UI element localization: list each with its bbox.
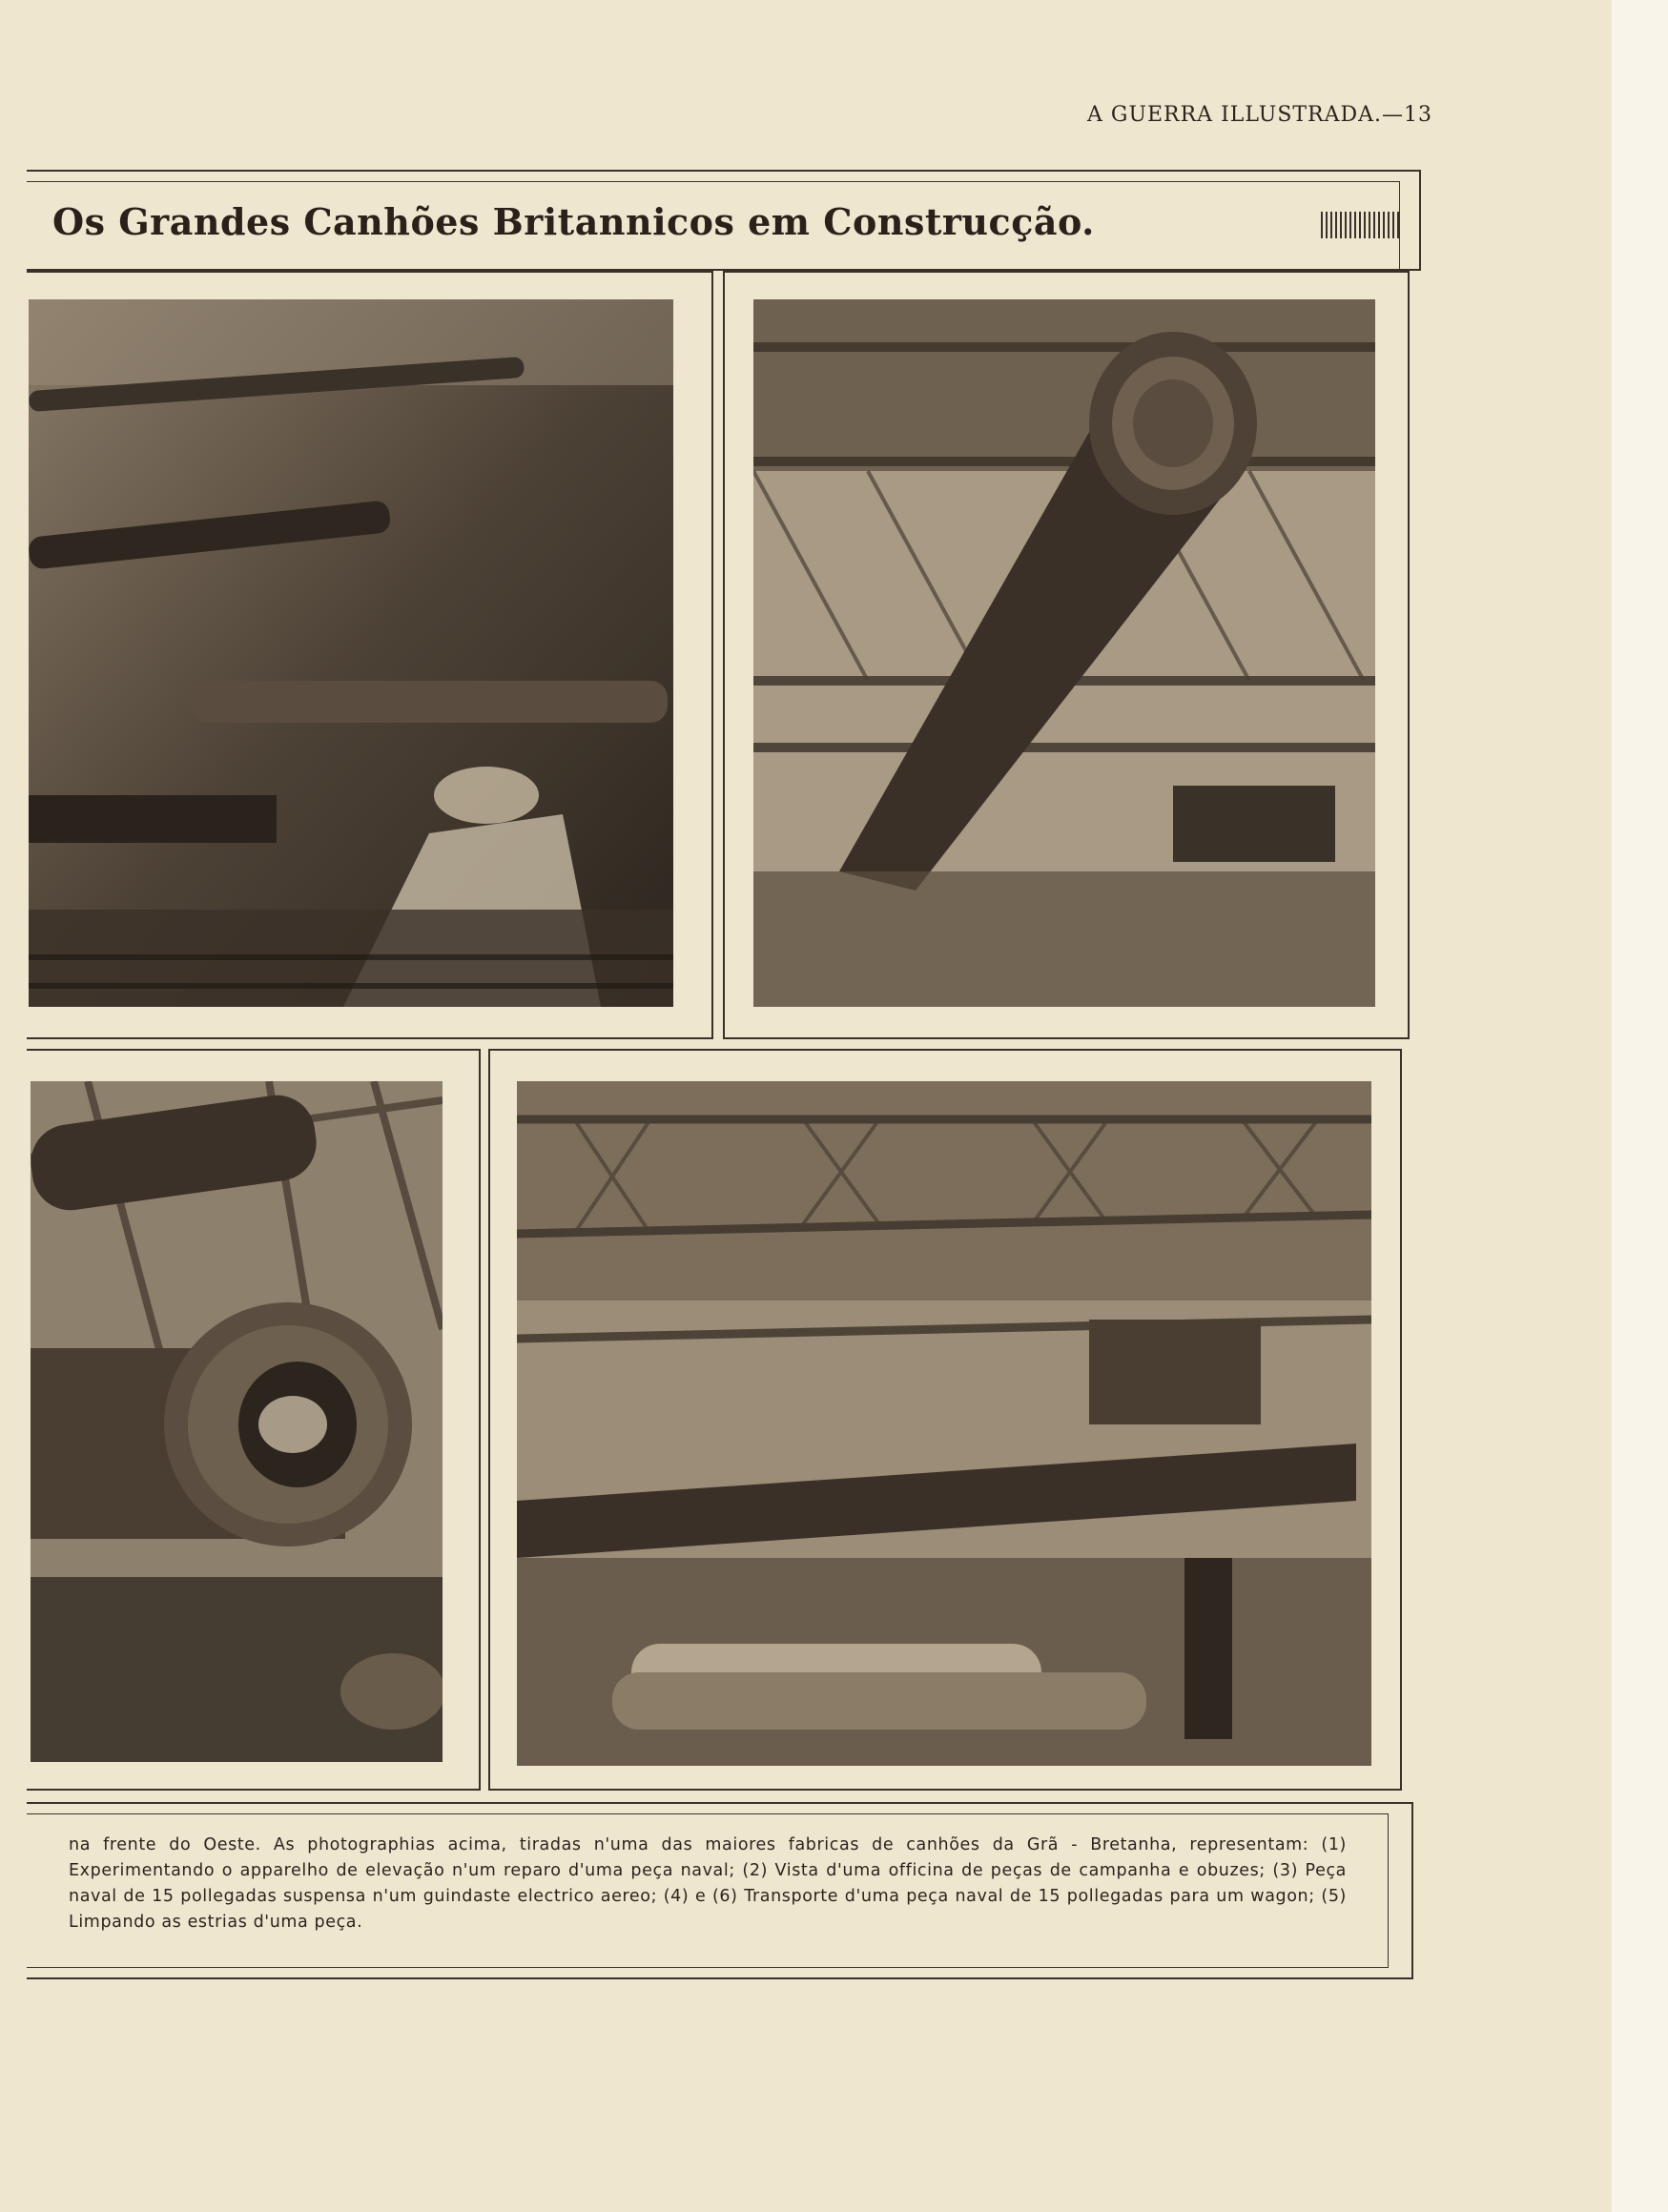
title-hatch-ornament	[1321, 212, 1399, 238]
gun-barrel-muzzle-cleaning-photo-icon	[31, 1081, 443, 1762]
page-edge	[1612, 0, 1668, 2212]
factory-workers-gun-elevation-photo-icon	[29, 299, 673, 1007]
naval-gun-suspended-crane-photo-icon	[753, 299, 1375, 1007]
photo-2	[753, 299, 1375, 1007]
photo-3	[31, 1081, 443, 1762]
photo-4	[517, 1081, 1371, 1766]
article-title: Os Grandes Canhões Britannicos em Construcção.	[52, 200, 1095, 243]
running-head: A GUERRA ILLUSTRADA.—13	[1087, 103, 1433, 127]
photo-1	[29, 299, 673, 1007]
gun-transport-workshop-photo-icon	[517, 1081, 1371, 1766]
photo-caption: na frente do Oeste. As photographias acima, tiradas n'uma das maiores fabricas de canhões da Grã - Bretanha, representam: (1) Experimentando o apparelho de elevação n'um reparo d'uma peça naval; (2) Vista d'uma officina de peças de campanha e obuzes; (3) Peça naval de 15 pollegadas suspensa n'um guindaste electrico aereo; (4) e (6) Transporte d'uma peça naval de 15 pollegadas para um wagon; (5) Limpando as estrias d'uma peça.	[69, 1835, 1347, 1932]
